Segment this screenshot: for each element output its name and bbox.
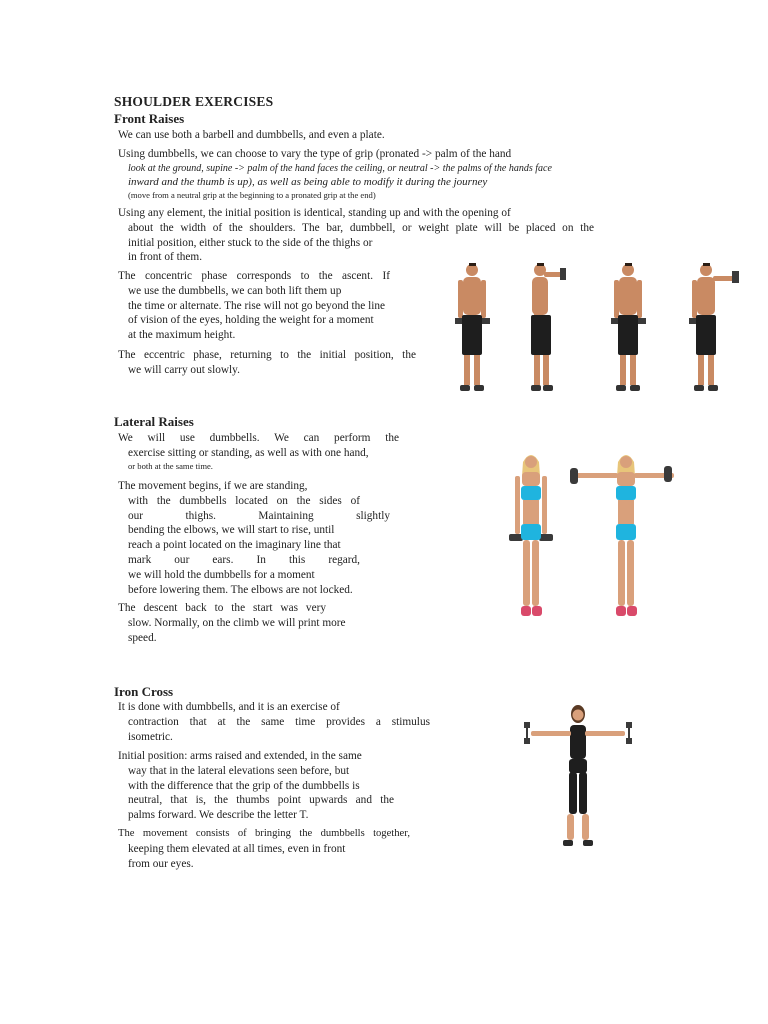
list-item: We will use dumbbells. We can perform the exercise sitting or standing, as well as with one hand, or both at the same time.: [118, 432, 399, 471]
page-title: SHOULDER EXERCISES: [114, 94, 274, 109]
figure-start-position: [455, 263, 490, 391]
list-item: The eccentric phase, returning to the initial position, the we will carry out slowly.: [118, 349, 416, 376]
section-heading-lateral-raises: Lateral Raises: [114, 414, 194, 429]
figure-arms-raised: [570, 455, 674, 616]
lateral-raise-illustration: [505, 448, 695, 628]
list-item: The movement begins, if we are standing, with the dumbbells located on the sides of our thighs. Maintaining slightly bending the elbows, we will start to rise, until reach a point located on the imaginary line that mark our ears. In this regard, we will hold the dumbbells for a moment before lowering them. The elbows are not locked.: [118, 480, 390, 596]
list-item: The descent back to the start was very slow. Normally, on the climb we will print more speed.: [118, 602, 346, 644]
figure-raised-side-view: [531, 263, 566, 391]
figure-t-pose: [524, 705, 632, 846]
list-item: It is done with dumbbells, and it is an exercise of contraction that at the same time provides a stimulus isometric.: [118, 701, 430, 743]
list-item: The concentric phase corresponds to the ascent. If we use the dumbbells, we can both lift them up the time or alternate. The rise will not go beyond the line of vision of the eyes, holding the weight for a moment at the maximum height.: [118, 270, 390, 342]
section-heading-front-raises: Front Raises: [114, 111, 185, 126]
list-item: We can use both a barbell and dumbbells, and even a plate.: [118, 129, 385, 141]
figure-start-position-2: [611, 263, 646, 391]
list-item: Using dumbbells, we can choose to vary the type of grip (pronated -> palm of the hand look at the ground, supine -> palm of the hand faces the ceiling, or neutral -> the palms of the hands face inward and the thumb is up), as well as being able to modify it during the journey (move from a neutral grip at the beginning to a pronated grip at the end): [118, 148, 552, 200]
list-item: The movement consists of bringing the dumbbells together, keeping them elevated at all times, even in front from our eyes.: [118, 828, 410, 870]
list-item: Using any element, the initial position is identical, standing up and with the opening of about the width of the shoulders. The bar, dumbbell, or weight plate will be placed on the initial position, either stuck to the side of the thighs or in front of them.: [118, 207, 594, 264]
front-raise-illustration: [450, 258, 760, 408]
figure-arms-down: [509, 455, 553, 616]
section-heading-iron-cross: Iron Cross: [114, 684, 174, 699]
list-item: Initial position: arms raised and extended, in the same way that in the lateral elevations seen before, but with the difference that the grip of the dumbbells is neutral, that is, the thumbs point upwards and the palms forward. We describe the letter T.: [118, 750, 394, 822]
iron-cross-illustration: [515, 700, 645, 860]
figure-one-arm-raised: [689, 263, 739, 391]
